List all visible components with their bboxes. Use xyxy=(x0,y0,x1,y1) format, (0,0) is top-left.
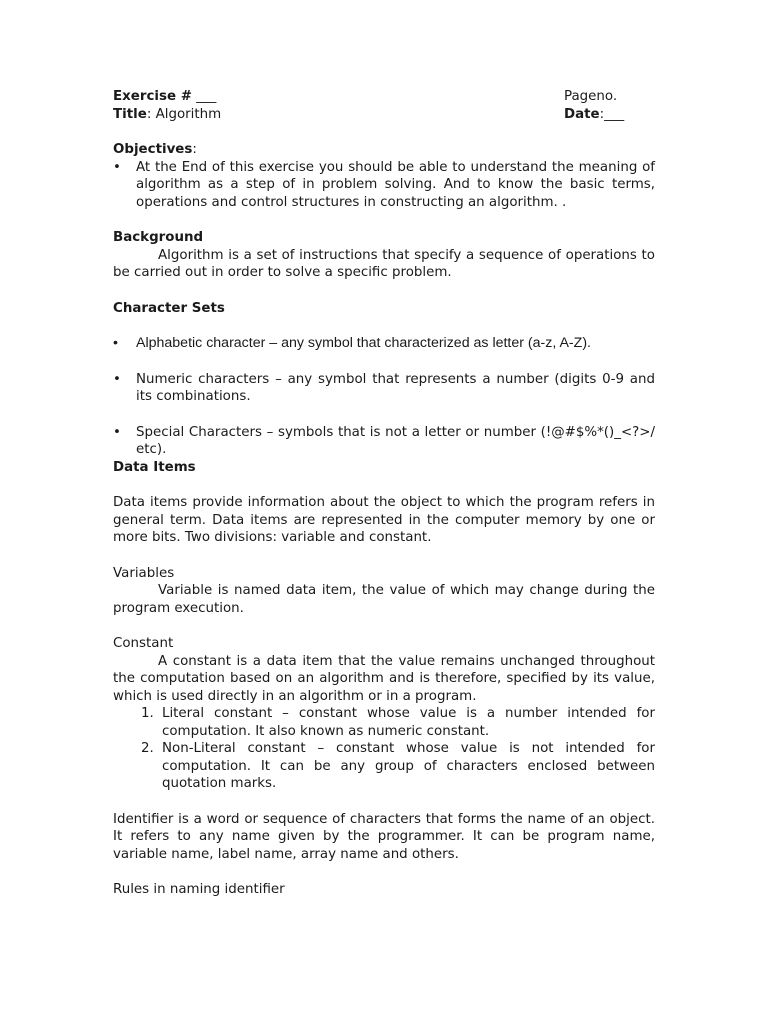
objective-item: • At the End of this exercise you should be able to understand the meaning of algorithm as a step of in problem solving. And to know the basic terms, operations and control structures in constructing an algorithm. . xyxy=(113,159,655,212)
date-blank: :___ xyxy=(599,106,625,122)
objectives-heading-text: Objectives xyxy=(113,142,193,157)
list-number: 2. xyxy=(141,741,154,756)
data-items-text: Data items provide information about the object to which the program refers in general term. Data items are represented in the computer memory by one or more bits. Two divisions: variable and constant. xyxy=(113,495,655,545)
identifier-text: Identifier is a word or sequence of characters that forms the name of an object. It refers to any name given by the programmer. It can be program name, variable name, label name, array name and others. xyxy=(113,811,655,862)
background-text: Algorithm is a set of instructions that specify a sequence of operations to be carried out in order to solve a specific problem. xyxy=(113,247,655,280)
date-label: Date xyxy=(564,106,600,122)
constant-text: A constant is a data item that the value remains unchanged throughout the computation based on an algorithm and is therefore, specified by its value, which is used directly in an algorithm or in a program. xyxy=(113,653,655,704)
page-number-label: Pageno. xyxy=(564,89,618,104)
constant-heading: Constant xyxy=(113,636,174,651)
title-label: Title xyxy=(113,106,147,122)
variables-heading: Variables xyxy=(113,565,175,581)
constant-type-item xyxy=(113,740,655,793)
character-sets-list xyxy=(113,335,655,459)
objectives-list xyxy=(113,159,655,212)
exercise-blank: ___ xyxy=(191,89,217,104)
character-set-item-numeric: • Numeric characters – any symbol that represents a number (digits 0-9 and its combinations. xyxy=(113,371,655,406)
objectives-colon: : xyxy=(192,142,197,157)
title-value: : Algorithm xyxy=(146,106,222,122)
character-sets-heading: Character Sets xyxy=(113,300,225,316)
exercise-line xyxy=(113,88,216,106)
constant-type-item xyxy=(113,705,655,740)
variables-text: Variable is named data item, the value of which may change during the program execution. xyxy=(113,583,655,616)
background-heading: Background xyxy=(113,230,204,245)
character-set-item-special: • Special Characters – symbols that is not a letter or number (!@#$%*()_<?>/ etc). xyxy=(113,424,655,459)
constant-type-text: Literal constant – constant whose value is a number intended for computation. It also known as numeric constant. xyxy=(162,706,655,739)
data-items-heading: Data Items xyxy=(113,459,196,475)
title-line xyxy=(113,106,221,124)
character-set-item-alphabetic: • Alphabetic character – any symbol that characterized as letter (a-z, A-Z). xyxy=(113,335,655,353)
rules-heading: Rules in naming identifier xyxy=(113,882,285,897)
document-page xyxy=(113,88,655,899)
header-row-2 xyxy=(113,106,655,124)
header-row-1 xyxy=(113,88,655,106)
objectives-heading xyxy=(113,141,655,159)
exercise-label: Exercise # xyxy=(113,89,192,104)
list-number: 1. xyxy=(141,706,154,721)
date-line xyxy=(564,106,655,124)
constant-type-text: Non-Literal constant – constant whose value is not intended for computation. It can be any group of characters enclosed between quotation marks. xyxy=(162,741,655,791)
constant-types-list xyxy=(113,705,655,793)
